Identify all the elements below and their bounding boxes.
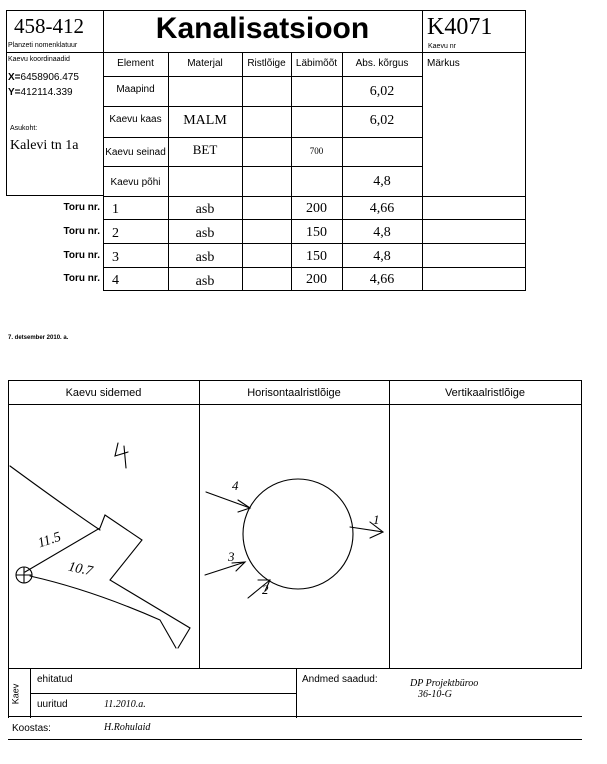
nomenclature-label: Planzeti nomenklatuur xyxy=(8,42,78,49)
coords-label: Kaevu koordinaadid xyxy=(8,56,70,63)
pipe-height-2: 4,8 xyxy=(373,249,391,264)
distance-label-b: 10.7 xyxy=(66,559,94,580)
pipe-label-1-sketch: 1 xyxy=(373,512,380,527)
well-number-label: Kaevu nr xyxy=(428,43,457,50)
col-header-notes: Märkus xyxy=(427,58,460,69)
pipe-label-4: 4 xyxy=(232,478,239,493)
coord-x-value: 6458906.475 xyxy=(20,72,79,83)
col-header-cross: Ristlõige xyxy=(247,58,286,69)
col-title-vertical: Vertikaalristlõige xyxy=(444,387,526,399)
sketch-line-c xyxy=(30,576,176,648)
well-circle xyxy=(243,479,353,589)
coord-y-label: Y= xyxy=(8,87,21,98)
distance-label-a: 11.5 xyxy=(36,529,64,552)
row-height-0: 6,02 xyxy=(369,84,395,99)
col-header-element: Element xyxy=(117,58,154,69)
pipe-nr-1: 2 xyxy=(112,226,119,241)
page-title: Kanalisatsioon xyxy=(155,12,370,45)
pipe-height-0: 4,66 xyxy=(369,201,395,216)
row-element-0: Maapind xyxy=(116,84,155,95)
pipe-diameter-3: 200 xyxy=(306,272,327,287)
col-header-diameter: Läbimõõt xyxy=(295,58,338,69)
pipe-label-0: Toru nr. xyxy=(63,202,100,213)
col-header-height: Abs. kõrgus xyxy=(355,58,409,69)
pipe-material-2: asb xyxy=(195,250,215,265)
coord-y-value: 412114.339 xyxy=(20,87,73,98)
pipe4-line xyxy=(206,492,250,508)
col-title-horizontal: Horisontaalristlõige xyxy=(247,387,341,399)
pipe-label-3: Toru nr. xyxy=(63,273,100,284)
pipe-label-2-sketch: 2 xyxy=(262,582,269,597)
pipe-diameter-2: 150 xyxy=(306,249,327,264)
pipe-label-3-sketch: 3 xyxy=(228,549,235,564)
date-note: 7. detsember 2010. a. xyxy=(8,335,69,341)
pipe-nr-3: 4 xyxy=(112,273,119,288)
row-element-2: Kaevu seinad xyxy=(105,147,166,158)
well-number: K4071 xyxy=(427,14,493,40)
col-title-links: Kaevu sidemed xyxy=(65,387,142,399)
pipe-height-1: 4,8 xyxy=(373,225,391,240)
pipe-material-3: asb xyxy=(195,274,215,289)
data-from-value-1: DP Projektbüroo xyxy=(410,678,479,689)
row-height-3: 4,8 xyxy=(373,174,391,189)
location-label: Asukoht: xyxy=(10,125,38,132)
north-label xyxy=(135,438,136,439)
pipe-diameter-1: 150 xyxy=(306,225,327,240)
pipe-height-3: 4,66 xyxy=(369,272,395,287)
data-from-label: Andmed saadud: xyxy=(302,674,378,685)
coord-x-label: X= xyxy=(8,72,21,83)
row-height-1: 6,02 xyxy=(369,113,395,128)
author-label: Koostas: xyxy=(12,723,51,734)
nomenclature-value: 458-412 xyxy=(14,14,84,38)
north-mark-icon xyxy=(115,443,128,468)
pipe-material-0: asb xyxy=(195,202,215,217)
sketch-line-a xyxy=(10,466,100,530)
surveyed-value: 11.2010.a. xyxy=(104,699,146,710)
row-diameter-2: 700 xyxy=(309,146,324,156)
pipe-diameter-0: 200 xyxy=(306,201,327,216)
pipe-material-1: asb xyxy=(195,226,215,241)
row-element-1: Kaevu kaas xyxy=(109,114,162,125)
row-element-3: Kaevu põhi xyxy=(110,177,161,188)
pipe-label-1: Toru nr. xyxy=(63,226,100,237)
surveyed-label: uuritud xyxy=(37,699,68,710)
pipe-nr-2: 3 xyxy=(112,250,119,265)
col-header-material: Materjal xyxy=(187,58,223,69)
pipe-label-2: Toru nr. xyxy=(63,250,100,261)
built-label: ehitatud xyxy=(37,674,73,685)
footer-side-label: Kaev xyxy=(10,683,21,705)
pipe-nr-0: 1 xyxy=(112,202,119,217)
author-value: H.Rohulaid xyxy=(104,722,151,733)
data-from-value-2: 36-10-G xyxy=(418,689,452,700)
location-value: Kalevi tn 1a xyxy=(10,138,79,153)
row-material-2: BET xyxy=(192,142,218,157)
row-material-1: MALM xyxy=(183,113,227,128)
